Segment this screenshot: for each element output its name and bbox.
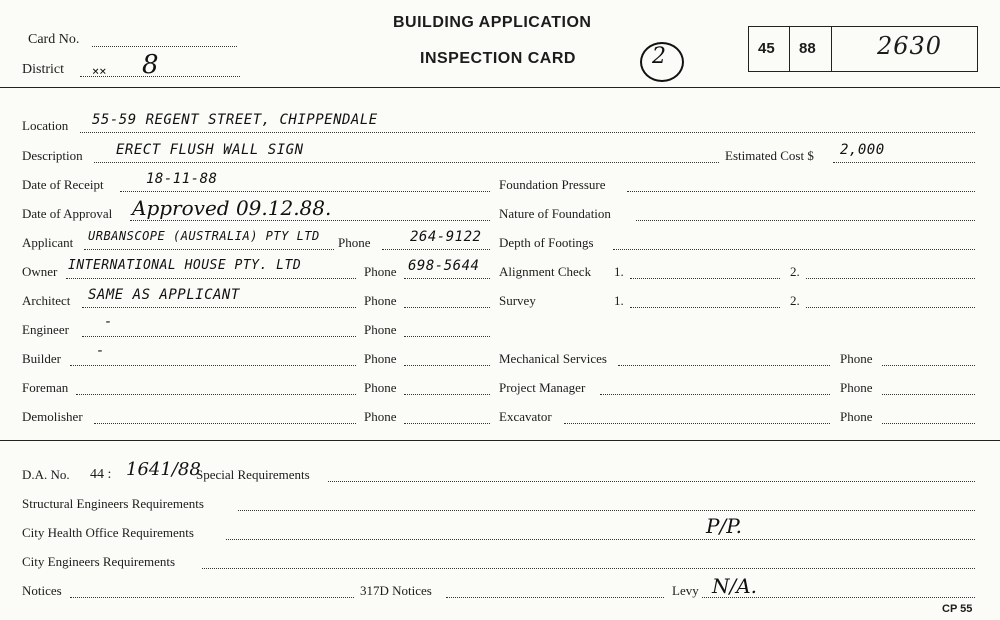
alignment-check-2-line [806,278,975,279]
mechanical-services-line [618,365,830,366]
section-rule [0,440,1000,441]
builder-label: Builder [22,351,61,366]
depth-of-footings-label: Depth of Footings [499,235,594,250]
foreman-phone-line [404,394,490,395]
district-strikeout: ⨯⨯ [92,64,107,78]
special-requirements-label: Special Requirements [196,467,310,482]
special-requirements-line [328,481,975,482]
description-label: Description [22,148,83,163]
survey-2-label: 2. [790,293,800,308]
applicant-value: URBANSCOPE (AUSTRALIA) PTY LTD [88,229,320,243]
date-of-receipt-value: 18-11-88 [146,171,218,187]
health-requirements-line [226,539,975,540]
box-cell-2: 88 [799,40,816,57]
district-value: 8 [142,50,159,80]
estimated-cost-label: Estimated Cost $ [725,148,814,163]
builder-phone-label: Phone [364,351,397,366]
foundation-pressure-line [627,191,975,192]
engineer-label: Engineer [22,322,69,337]
owner-value: INTERNATIONAL HOUSE PTY. LTD [68,258,302,273]
location-value: 55-59 REGENT STREET, CHIPPENDALE [92,112,378,128]
applicant-label: Applicant [22,235,74,250]
district-label: District [22,62,64,77]
demolisher-phone-line [404,423,490,424]
description-value: ERECT FLUSH WALL SIGN [116,142,304,158]
project-manager-phone-label: Phone [840,380,873,395]
demolisher-line [94,423,356,424]
excavator-line [564,423,830,424]
form-code: CP 55 [942,603,973,615]
nature-of-foundation-label: Nature of Foundation [499,206,611,221]
project-manager-label: Project Manager [499,380,586,395]
architect-line [82,307,356,308]
architect-value: SAME AS APPLICANT [88,287,240,303]
notices-317d-line [446,597,664,598]
foreman-label: Foreman [22,380,69,395]
owner-line [66,278,356,279]
estimated-cost-value: 2,000 [840,142,885,158]
excavator-phone-line [882,423,975,424]
box-cell-1: 45 [758,40,775,57]
foundation-pressure-label: Foundation Pressure [499,177,606,192]
architect-phone-label: Phone [364,293,397,308]
date-of-approval-line [130,220,490,221]
card-number: 2630 [877,32,943,60]
card-no-line [92,46,237,47]
health-requirements-value: P/P. [706,514,742,538]
form-title-line1: BUILDING APPLICATION [393,14,592,31]
applicant-line [84,249,334,250]
estimated-cost-line [833,162,975,163]
description-line [94,162,719,163]
health-requirements-label: City Health Office Requirements [22,525,194,540]
card-no-label: Card No. [28,32,80,47]
date-of-receipt-label: Date of Receipt [22,177,104,192]
circled-number: 2 [652,44,666,69]
city-engineers-label: City Engineers Requirements [22,554,176,569]
foreman-phone-label: Phone [364,380,397,395]
architect-label: Architect [22,293,71,308]
applicant-phone-value: 264-9122 [410,229,482,245]
date-of-approval-label: Date of Approval [22,206,113,221]
owner-label: Owner [22,264,58,279]
nature-of-foundation-line [636,220,975,221]
owner-phone-label: Phone [364,264,397,279]
demolisher-phone-label: Phone [364,409,397,424]
mechanical-services-phone-label: Phone [840,351,873,366]
survey-label: Survey [499,293,536,308]
alignment-check-1-label: 1. [614,264,624,279]
survey-2-line [806,307,975,308]
date-of-receipt-line [120,191,490,192]
mechanical-services-label: Mechanical Services [499,351,607,366]
owner-phone-line [404,278,490,279]
notices-line [70,597,354,598]
da-no-label: D.A. No. [22,467,70,482]
survey-1-label: 1. [614,293,624,308]
date-of-approval-value: Approved 09.12.88. [132,196,332,220]
structural-requirements-line [238,510,975,511]
structural-requirements-label: Structural Engineers Requirements [22,496,204,511]
owner-phone-value: 698-5644 [408,258,480,274]
da-no-value: 1641/88 [126,459,201,480]
builder-value: - [96,343,105,359]
project-manager-phone-line [882,394,975,395]
project-manager-line [600,394,830,395]
architect-phone-line [404,307,490,308]
engineer-phone-label: Phone [364,322,397,337]
mechanical-services-phone-line [882,365,975,366]
header-rule [0,87,1000,88]
applicant-phone-label: Phone [338,235,371,250]
da-no-prefix: 44 : [90,467,112,482]
location-line [80,132,975,133]
excavator-phone-label: Phone [840,409,873,424]
builder-line [70,365,356,366]
alignment-check-2-label: 2. [790,264,800,279]
card-number-box [748,26,978,72]
engineer-value: - [104,314,113,330]
depth-of-footings-line [613,249,975,250]
excavator-label: Excavator [499,409,552,424]
foreman-line [76,394,356,395]
applicant-phone-line [382,249,490,250]
notices-label: Notices [22,583,62,598]
box-divider-2 [831,27,832,71]
engineer-line [82,336,356,337]
form-title-line2: INSPECTION CARD [420,50,576,67]
box-divider-1 [789,27,790,71]
location-label: Location [22,118,69,133]
levy-value: N/A. [712,574,758,598]
builder-phone-line [404,365,490,366]
alignment-check-label: Alignment Check [499,264,592,279]
notices-317d-label: 317D Notices [360,583,432,598]
demolisher-label: Demolisher [22,409,83,424]
alignment-check-1-line [630,278,780,279]
survey-1-line [630,307,780,308]
engineer-phone-line [404,336,490,337]
city-engineers-line [202,568,975,569]
levy-label: Levy [672,583,699,598]
